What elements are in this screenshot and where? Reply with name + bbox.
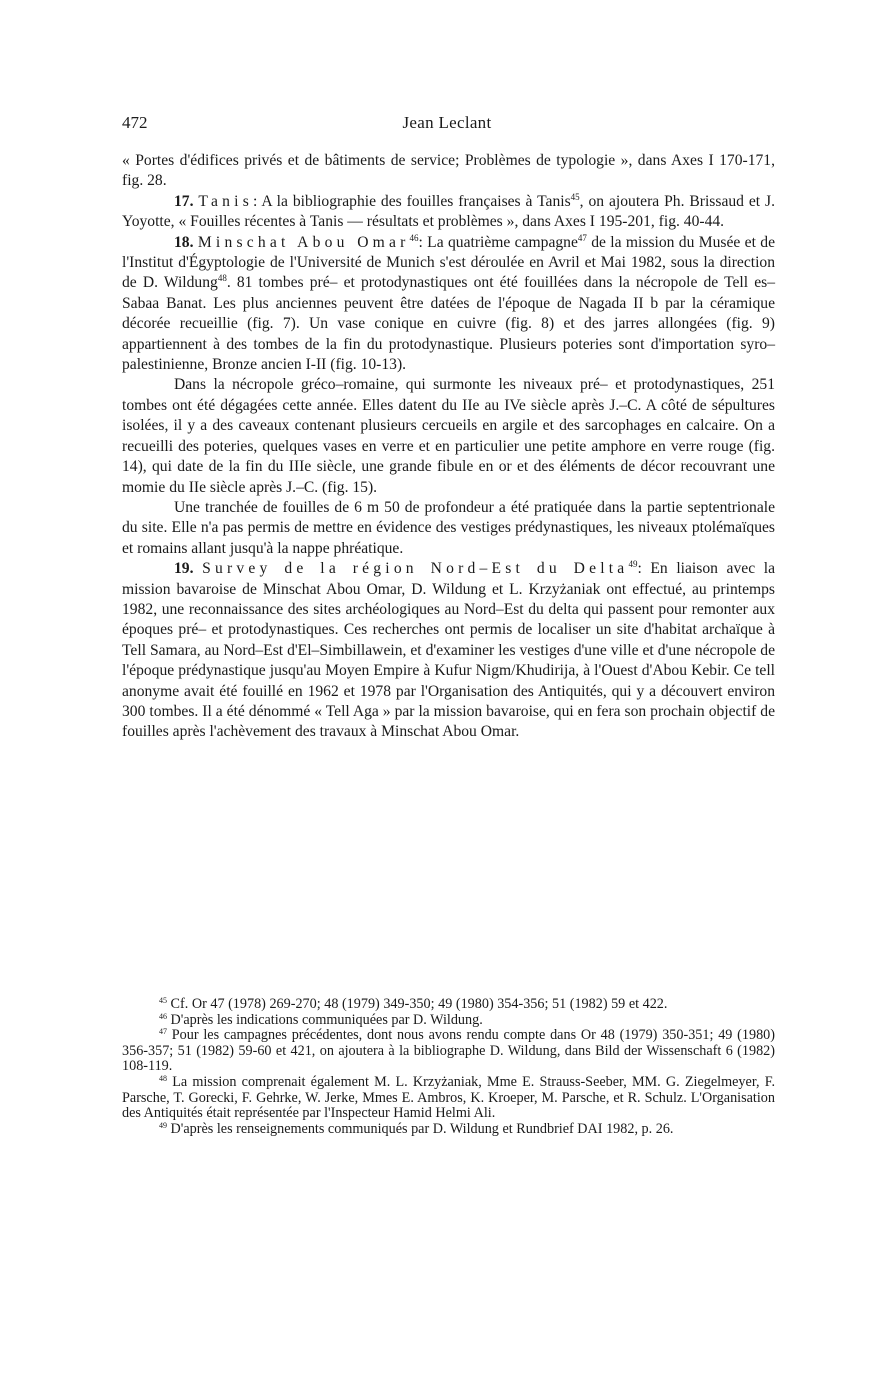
body-text [122, 151, 775, 743]
footnote-text: Pour les campagnes précédentes, dont nous avons rendu compte dans Or 48 (1979) 350-351; 49 (1980) 356-357; 51 (1982) 59-60 et 421, on ajoutera à la bibliographe D. Wildung, dans Bild der Wissenschaft 6 (1982) 108-119. [122, 1027, 775, 1075]
paragraph-continuation: « Portes d'édifices privés et de bâtiments de service; Problèmes de typologie », dans Axes I 170-171, fig. 28. [122, 152, 775, 190]
paragraph-survey [122, 559, 775, 743]
footnote-text: Cf. Or 47 (1978) 269-270; 48 (1979) 349-350; 49 (1980) 354-356; 51 (1982) 59 et 422. [170, 996, 668, 1012]
footnote-ref: 46 [409, 232, 419, 243]
section-number: 18. [174, 233, 194, 251]
footnotes [122, 997, 775, 1137]
paragraph-text: de la mission du Musée et de l'Institut d'Égyptologie de l'Université de Munich s'est déroulée en Avril et Mai 1982, sous la direction de D. Wildung [122, 233, 775, 292]
footnote-ref: 47 [577, 232, 587, 243]
footnote-text: D'après les renseignements communiqués par D. Wildung et Rundbrief DAI 1982, p. 26. [170, 1120, 674, 1137]
paragraph-text: : La quatrième campagne [418, 233, 578, 251]
paragraph-text: , on ajoutera Ph. Brissaud et J. Yoyotte, « Fouilles récentes à Tanis — résultats et problèmes », dans Axes I 195-201, fig. 40-44. [122, 192, 776, 231]
footnote-number: 47 [159, 1027, 167, 1037]
paragraph-text: . 81 tombes pré– et protodynastiques ont été fouillées dans la nécropole de Tell es–Sabaa Banat. Les plus anciennes peuvent être datées de l'époque de Nagada II b par la céramique décorée recueillie (fig. 7). Un vase conique en cuivre (fig. 8) et des jarres allongées (fig. 9) appartiennent à des tombes de la fin du protodynastique. Plusieurs poteries sont d'importation syro–palestinienne, Bronze ancien I-II (fig. 10-13). [122, 274, 776, 374]
footnote-number: 46 [159, 1011, 167, 1021]
page-header [0, 113, 894, 135]
footnote [122, 1028, 775, 1075]
section-place: Tanis [198, 192, 253, 210]
section-number: 19. [174, 560, 194, 578]
footnote-number: 45 [159, 996, 167, 1005]
footnote [122, 1075, 775, 1122]
running-head: Jean Leclant [402, 113, 492, 132]
paragraph-necropole: Dans la nécropole gréco–romaine, qui surmonte les niveaux pré– et protodynastiques, 251 tombes ont été dégagées cette année. Elles datent du IIe au IVe siècle après J.–C. A côté de sépultures isolées, il y a des caveaux contenant plusieurs cercueils en argile et des sarcophages en calcaire. On a recueilli des poteries, quelques vases en verre et en particulier une petite amphore en verre rouge (fig. 14), qui date de la fin du IIIe siècle, une grande fibule en or et des éléments de décor recouvrant une momie du IIe siècle après J.–C. (fig. 15). [122, 376, 775, 496]
page-number: 472 [122, 113, 148, 132]
footnote-ref: 48 [217, 273, 227, 284]
footnote [122, 997, 775, 1013]
paragraph-tanis [122, 192, 775, 233]
section-place: Survey de la région Nord–Est du Delta [202, 560, 629, 578]
footnote-text: D'après les indications communiquées par D. Wildung. [170, 1011, 483, 1028]
footnote-number: 49 [159, 1120, 167, 1130]
footnote [122, 1122, 775, 1138]
footnote-ref: 45 [570, 191, 580, 202]
paragraph-text: : En liaison avec la mission bavaroise de Minschat Abou Omar, D. Wildung et L. Krzyżaniak ont effectué, au printemps 1982, une reconnaissance des sites archéologiques au Nord–Est du delta qui passent pour remonter aux époques pré– et protodynastiques. Ces recherches ont permis de localiser un site d'habitat archaïque à Tell Samara, au Nord–Est d'El–Simbillawein, et d'examiner les vestiges d'une ville et d'une nécropole de l'époque prédynastique jusqu'au Moyen Empire à Kufur Nigm/Khudirija, à l'Ouest d'Abou Kebir. Ce tell anonyme avait été fouillé en 1962 et 1978 par l'Organisation des Antiquités, qui y a découvert environ 300 tombes. Il a été dénommé « Tell Aga » par la mission bavaroise, qui en fera son prochain objectif de fouilles après l'achèvement des travaux à Minschat Abou Omar. [122, 560, 775, 741]
paragraph-text: : A la bibliographie des fouilles françaises à Tanis [252, 192, 571, 210]
section-place: Minschat Abou Omar [197, 233, 410, 251]
footnote [122, 1013, 775, 1029]
footnote-text: La mission comprenait également M. L. Krzyżaniak, Mme E. Strauss-Seeber, MM. G. Ziegelmeyer, F. Parsche, T. Gorecki, F. Gehrke, W. Jerke, Mmes E. Ambros, K. Kroeper, M. Parsche, et R. Schulz. L'Organisation des Antiquités était représentée par l'Inspecteur Hamid Helmi Ali. [122, 1073, 776, 1122]
footnote-number: 48 [159, 1073, 167, 1083]
paragraph-minschat [122, 233, 775, 376]
paragraph-tranchee: Une tranchée de fouilles de 6 m 50 de profondeur a été pratiquée dans la partie septentrionale du site. Elle n'a pas permis de mettre en évidence des vestiges prédynastiques, les niveaux ptolémaïques et romains allant jusqu'à la nappe phréatique. [122, 498, 775, 557]
section-number: 17. [174, 192, 194, 210]
footnote-ref: 49 [628, 559, 638, 570]
